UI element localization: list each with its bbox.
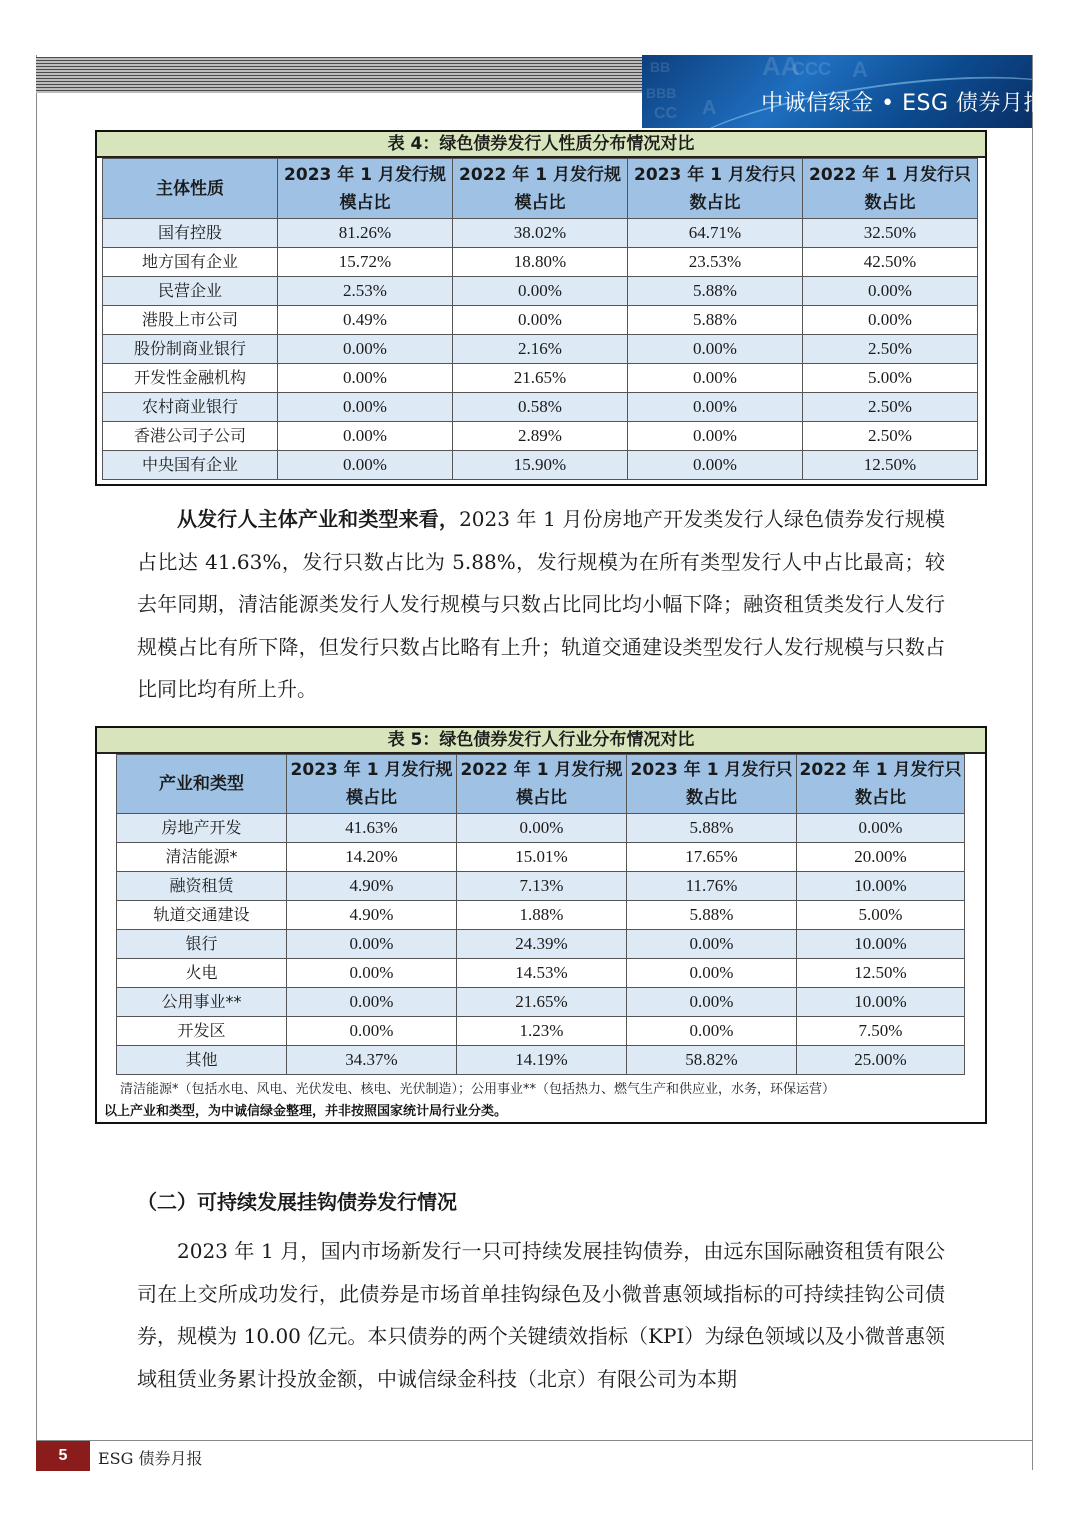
table-cell: 0.00% — [287, 930, 457, 959]
table-cell: 2.50% — [803, 393, 978, 422]
table-cell: 0.00% — [287, 959, 457, 988]
table-cell: 14.19% — [457, 1046, 627, 1075]
table-4 — [102, 158, 978, 480]
header-ghost-letter: BB — [650, 59, 671, 75]
table-cell: 38.02% — [453, 219, 628, 248]
column-header: 2022 年 1 月发行只数占比 — [803, 159, 978, 219]
table-cell: 2.16% — [453, 335, 628, 364]
table-cell: 7.50% — [797, 1017, 965, 1046]
table-cell: 香港公司子公司 — [103, 422, 278, 451]
table-row — [103, 277, 978, 306]
table-cell: 2.89% — [453, 422, 628, 451]
page-frame-right — [1032, 55, 1033, 1470]
table-row — [117, 814, 965, 843]
table-cell: 0.00% — [278, 422, 453, 451]
table-cell: 12.50% — [803, 451, 978, 480]
body-paragraph-1 — [137, 498, 945, 711]
table-cell: 1.23% — [457, 1017, 627, 1046]
table-row — [117, 872, 965, 901]
table-cell: 0.00% — [628, 393, 803, 422]
section-heading: （二）可持续发展挂钩债券发行情况 — [137, 1190, 457, 1214]
table-4-caption: 表 4：绿色债券发行人性质分布情况对比 — [97, 132, 985, 158]
table-cell: 银行 — [117, 930, 287, 959]
table-cell: 开发性金融机构 — [103, 364, 278, 393]
table-cell: 21.65% — [457, 988, 627, 1017]
table-cell: 7.13% — [457, 872, 627, 901]
table-cell: 0.00% — [627, 959, 797, 988]
table-cell: 0.00% — [287, 988, 457, 1017]
table-5-source-note: 以上产业和类型，为中诚信绿金整理，并非按照国家统计局行业分类。 — [104, 1104, 508, 1119]
table-row — [103, 219, 978, 248]
table-cell: 清洁能源* — [117, 843, 287, 872]
table-cell: 融资租赁 — [117, 872, 287, 901]
table-cell: 24.39% — [457, 930, 627, 959]
table-cell: 20.00% — [797, 843, 965, 872]
header-ghost-letter: A — [702, 97, 717, 119]
column-header: 产业和类型 — [117, 755, 287, 814]
column-header: 2022 年 1 月发行只数占比 — [797, 755, 965, 814]
table-cell: 5.00% — [797, 901, 965, 930]
table-cell: 0.00% — [627, 1017, 797, 1046]
table-cell: 0.00% — [803, 306, 978, 335]
table-row — [103, 364, 978, 393]
table-cell: 农村商业银行 — [103, 393, 278, 422]
report-title: 中诚信绿金 • ESG 债券月报 — [761, 91, 1046, 116]
column-header: 2023 年 1 月发行规模占比 — [287, 755, 457, 814]
table-cell: 5.88% — [627, 814, 797, 843]
table-cell: 41.63% — [287, 814, 457, 843]
header-ghost-letter: CC — [654, 105, 678, 122]
table-cell: 国有控股 — [103, 219, 278, 248]
table-cell: 0.00% — [453, 306, 628, 335]
table-row — [117, 959, 965, 988]
header-ghost-letter: AA — [762, 55, 800, 81]
table-row — [117, 1017, 965, 1046]
table-cell: 0.00% — [627, 930, 797, 959]
table-cell: 10.00% — [797, 872, 965, 901]
table-cell: 0.00% — [628, 422, 803, 451]
table-cell: 0.49% — [278, 306, 453, 335]
table-cell: 0.00% — [628, 335, 803, 364]
table-cell: 民营企业 — [103, 277, 278, 306]
table-cell: 0.00% — [278, 393, 453, 422]
table-cell: 21.65% — [453, 364, 628, 393]
table-cell: 4.90% — [287, 901, 457, 930]
table-cell: 港股上市公司 — [103, 306, 278, 335]
table-cell: 股份制商业银行 — [103, 335, 278, 364]
table-cell: 81.26% — [278, 219, 453, 248]
table-cell: 0.00% — [628, 451, 803, 480]
table-cell: 11.76% — [627, 872, 797, 901]
paragraph-text: 2023 年 1 月，国内市场新发行一只可持续发展挂钩债券，由远东国际融资租赁有限公司在上交所成功发行，此债券是市场首单挂钩绿色及小微普惠领域指标的可持续挂钩公司债券，规模为 10.00 亿元。本只债券的两个关键绩效指标（KPI）为绿色领域以及小微普惠领域租赁业务累计投放金额，中诚信绿金科技（北京）有限公司为本期 — [137, 1239, 945, 1391]
table-header-row — [117, 755, 965, 814]
table-cell: 32.50% — [803, 219, 978, 248]
table-row — [117, 988, 965, 1017]
page-number: 5 — [36, 1441, 90, 1471]
table-cell: 5.00% — [803, 364, 978, 393]
table-cell: 18.80% — [453, 248, 628, 277]
table-5 — [116, 754, 965, 1075]
table-cell: 2.50% — [803, 422, 978, 451]
table-row — [103, 451, 978, 480]
table-cell: 25.00% — [797, 1046, 965, 1075]
table-cell: 4.90% — [287, 872, 457, 901]
table-row — [117, 1046, 965, 1075]
table-cell: 0.00% — [287, 1017, 457, 1046]
table-row — [103, 422, 978, 451]
table-row — [103, 393, 978, 422]
table-cell: 12.50% — [797, 959, 965, 988]
body-paragraph-2 — [137, 1230, 945, 1400]
table-cell: 1.88% — [457, 901, 627, 930]
table-cell: 0.00% — [457, 814, 627, 843]
table-cell: 5.88% — [627, 901, 797, 930]
table-header-row — [103, 159, 978, 219]
table-cell: 10.00% — [797, 988, 965, 1017]
table-cell: 0.00% — [797, 814, 965, 843]
table-cell: 0.00% — [278, 364, 453, 393]
table-cell: 2.53% — [278, 277, 453, 306]
header-ghost-letter: BBB — [646, 85, 677, 101]
footer-label: ESG 债券月报 — [98, 1449, 203, 1468]
paragraph-text: 2023 年 1 月份房地产开发类发行人绿色债券发行规模占比达 41.63%，发行只数占比为 5.88%，发行规模为在所有类型发行人中占比最高；较去年同期，清洁能源类发行人发行规模与只数占比同比均小幅下降；融资租赁类发行人发行规模占比有所下降，但发行只数占比略有上升；轨道交通建设类型发行人发行规模与只数占比同比均有所上升。 — [137, 507, 945, 701]
table-cell: 0.00% — [278, 451, 453, 480]
table-5-caption: 表 5：绿色债券发行人行业分布情况对比 — [97, 728, 985, 754]
table-cell: 42.50% — [803, 248, 978, 277]
column-header: 2022 年 1 月发行规模占比 — [453, 159, 628, 219]
table-cell: 开发区 — [117, 1017, 287, 1046]
table-5-footnote: 清洁能源*（包括水电、风电、光伏发电、核电、光伏制造）；公用事业**（包括热力、燃气生产和供应业，水务，环保运营） — [120, 1082, 836, 1097]
table-cell: 公用事业** — [117, 988, 287, 1017]
table-cell: 10.00% — [797, 930, 965, 959]
paragraph-lead: 从发行人主体产业和类型来看， — [177, 507, 460, 531]
column-header: 2022 年 1 月发行规模占比 — [457, 755, 627, 814]
table-cell: 15.90% — [453, 451, 628, 480]
table-cell: 5.88% — [628, 277, 803, 306]
page-frame-left — [36, 55, 37, 1470]
table-cell: 0.00% — [627, 988, 797, 1017]
table-row — [103, 248, 978, 277]
table-cell: 0.00% — [803, 277, 978, 306]
table-cell: 地方国有企业 — [103, 248, 278, 277]
column-header: 2023 年 1 月发行规模占比 — [278, 159, 453, 219]
column-header: 2023 年 1 月发行只数占比 — [628, 159, 803, 219]
table-row — [117, 843, 965, 872]
table-cell: 0.58% — [453, 393, 628, 422]
table-cell: 14.53% — [457, 959, 627, 988]
table-cell: 中央国有企业 — [103, 451, 278, 480]
table-cell: 轨道交通建设 — [117, 901, 287, 930]
table-row — [103, 335, 978, 364]
table-cell: 2.50% — [803, 335, 978, 364]
table-cell: 17.65% — [627, 843, 797, 872]
table-cell: 15.72% — [278, 248, 453, 277]
table-row — [117, 901, 965, 930]
table-cell: 64.71% — [628, 219, 803, 248]
column-header: 2023 年 1 月发行只数占比 — [627, 755, 797, 814]
table-cell: 34.37% — [287, 1046, 457, 1075]
table-cell: 0.00% — [278, 335, 453, 364]
table-cell: 14.20% — [287, 843, 457, 872]
table-cell: 房地产开发 — [117, 814, 287, 843]
table-cell: 0.00% — [628, 364, 803, 393]
table-cell: 5.88% — [628, 306, 803, 335]
table-cell: 15.01% — [457, 843, 627, 872]
table-row — [103, 306, 978, 335]
table-cell: 其他 — [117, 1046, 287, 1075]
header-ghost-letter: A — [852, 57, 868, 82]
column-header: 主体性质 — [103, 159, 278, 219]
table-cell: 火电 — [117, 959, 287, 988]
table-cell: 23.53% — [628, 248, 803, 277]
header-stripes — [36, 57, 642, 93]
table-cell: 58.82% — [627, 1046, 797, 1075]
footer-divider — [36, 1440, 1033, 1441]
table-cell: 0.00% — [453, 277, 628, 306]
table-row — [117, 930, 965, 959]
header-ghost-letter: CCC — [792, 59, 831, 79]
